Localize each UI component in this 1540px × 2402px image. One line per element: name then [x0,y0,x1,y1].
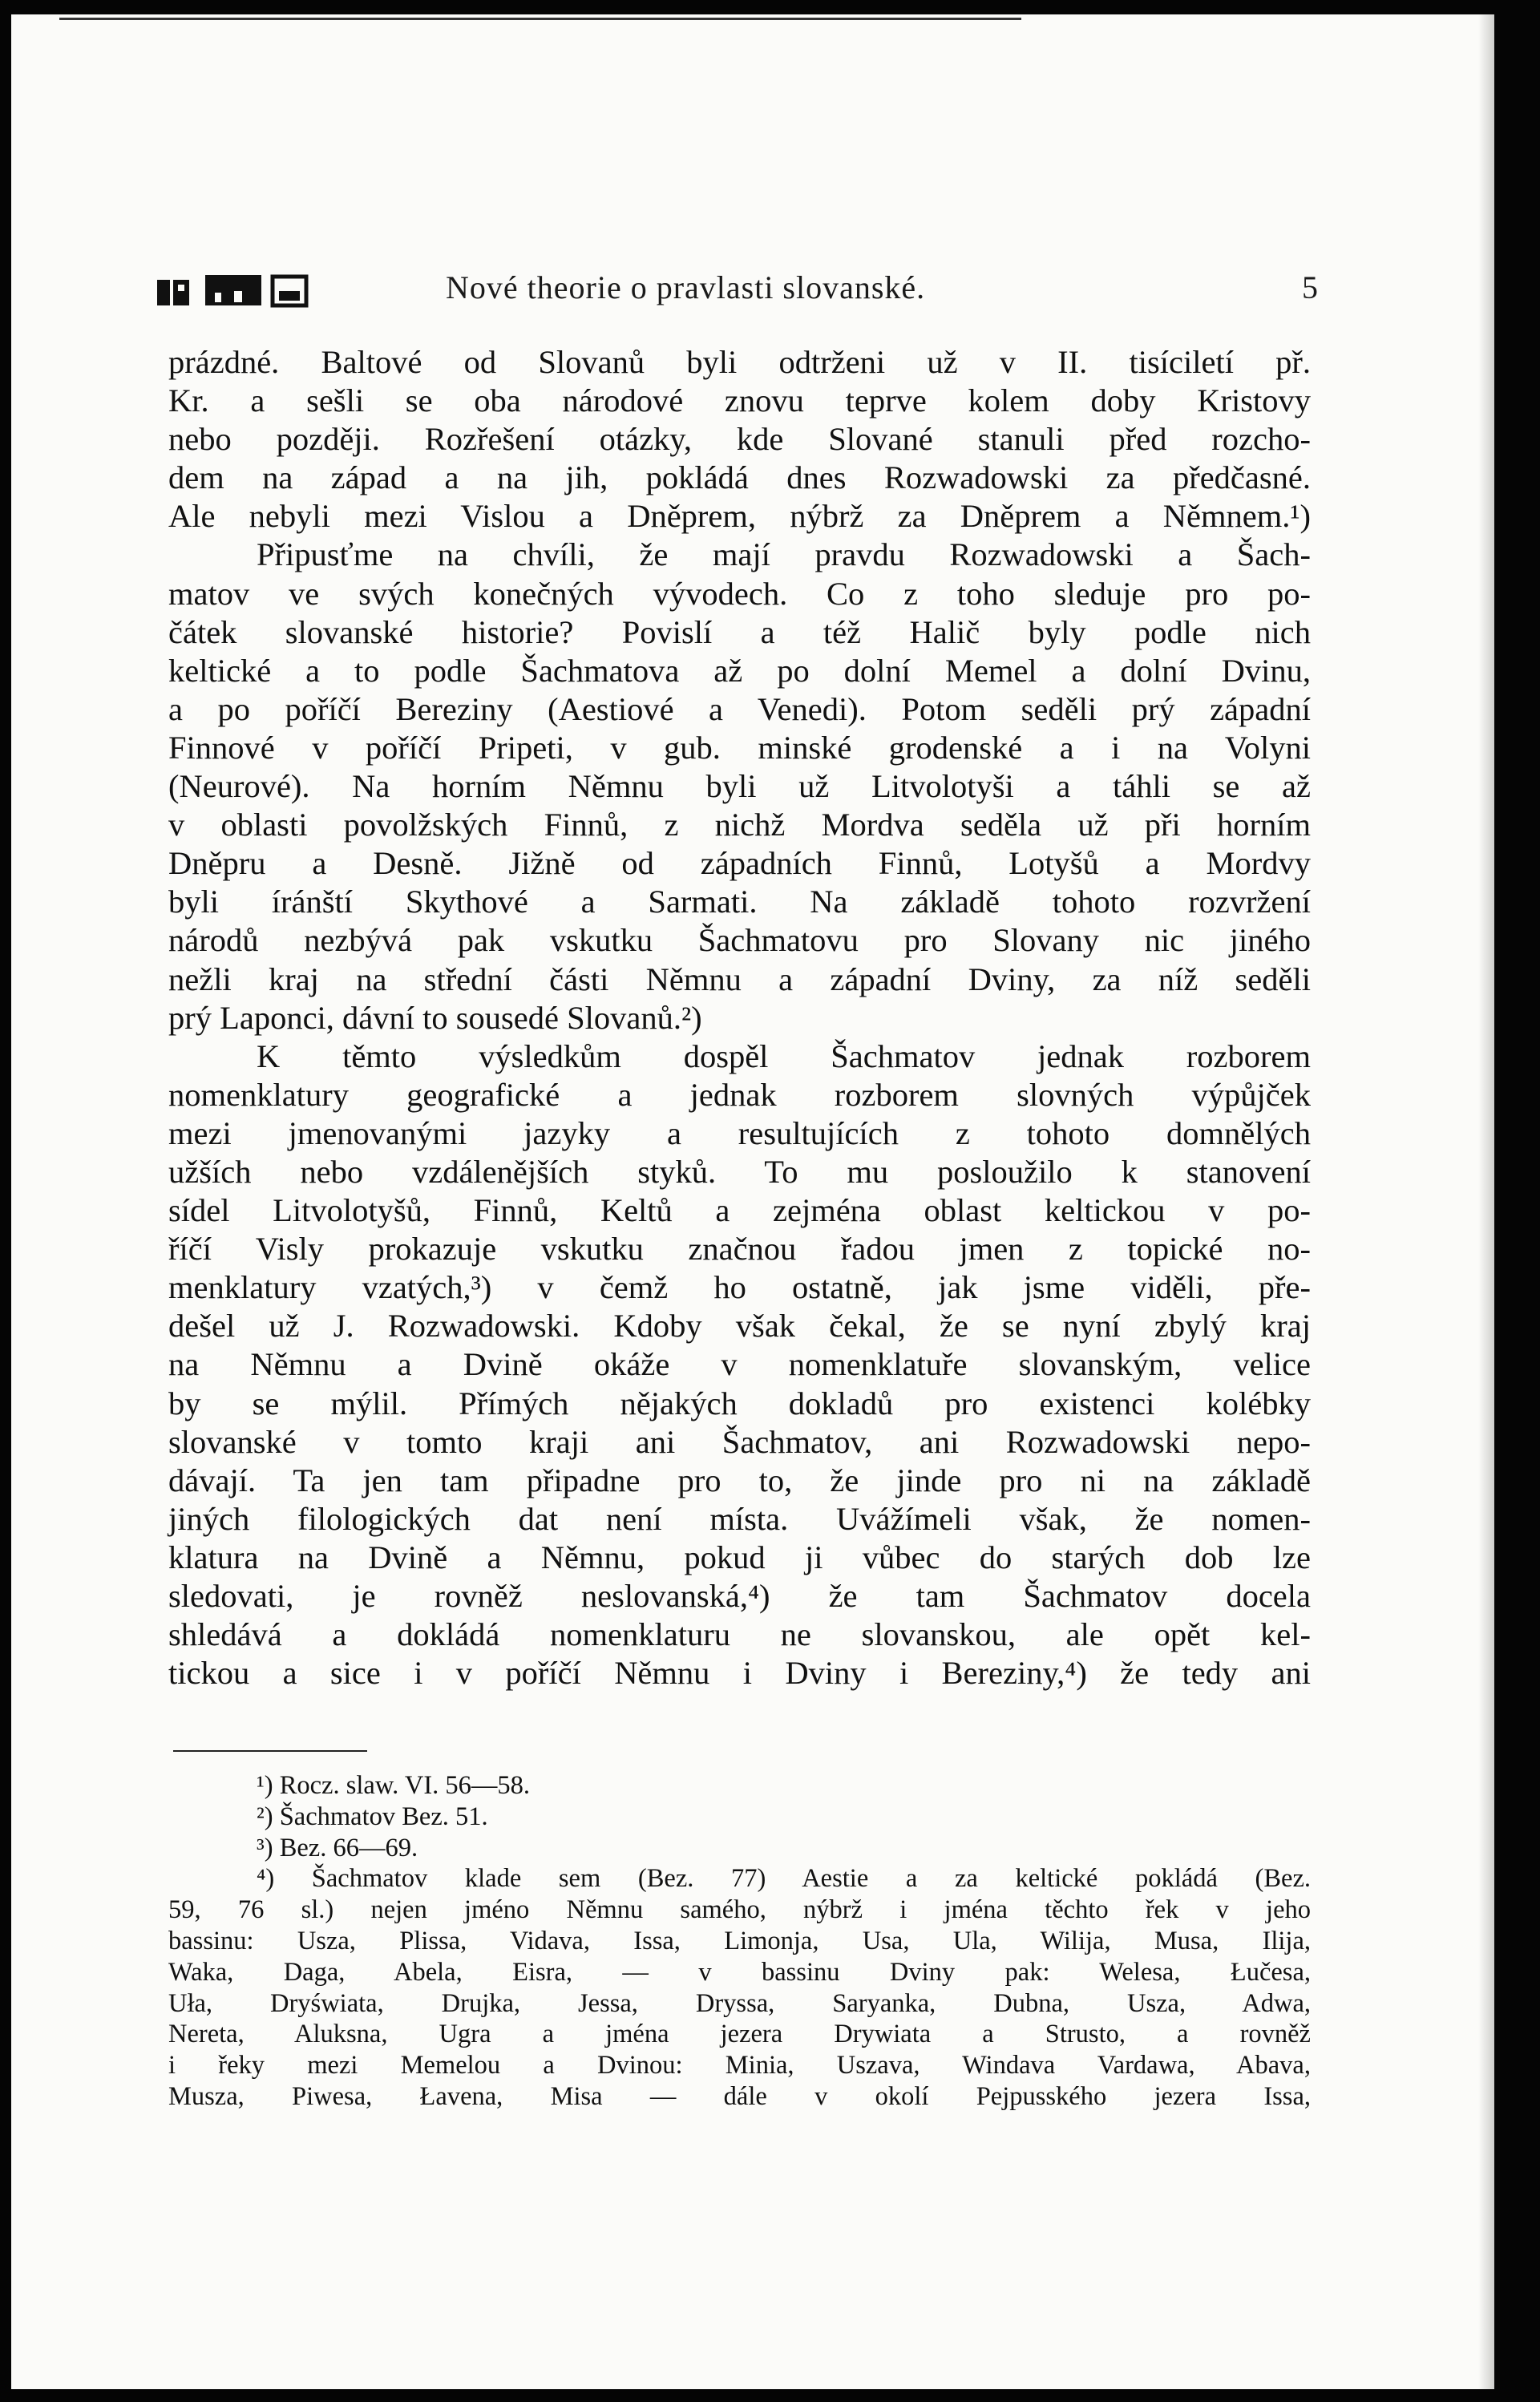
text-line: sídel Litvolotyšů, Finnů, Keltů a zejména oblast keltickou v po- [168,1192,1311,1229]
text-line: národů nezbývá pak vskutku Šachmatovu pro Slovany nic jiného [168,922,1311,959]
text-line: dešel už J. Rozwadowski. Kdoby však čekal, že se nyní zbylý kraj [168,1308,1311,1345]
text-line: K těmto výsledkům dospěl Šachmatov jednak rozborem [257,1037,1311,1074]
text-line: Kr. a sešli se oba národové znovu teprve kolem doby Kristovy [168,382,1311,419]
footnote-line: ²) Šachmatov Bez. 51. [257,1802,488,1831]
text-line: Finnové v poříčí Pripeti, v gub. minské grodenské a i na Volyni [168,729,1311,766]
text-line: menklatury vzatých,³) v čemž ho ostatně, jak jsme viděli, pře- [168,1269,1311,1306]
text-line: dávají. Ta jen tam připadne pro to, že jinde pro ni na základě [168,1462,1311,1498]
text-line: matov ve svých konečných vývodech. Co z toho sleduje pro po- [168,575,1311,612]
footnote-line: i řeky mezi Memelou a Dvinou: Minia, Uszava, Windava Vardawa, Abava, [168,2051,1311,2081]
footnote-line: Uła, Dryświata, Drujka, Jessa, Dryssa, Saryanka, Dubna, Usza, Adwa, [168,1988,1311,2018]
page-edge-shadow [1478,14,1494,2389]
footnote-line: bassinu: Usza, Plissa, Vidava, Issa, Limonja, Usa, Ula, Wilija, Musa, Ilija, [168,1926,1311,1955]
text-line: říčí Visly prokazuje vskutku značnou řadou jmen z topické no- [168,1231,1311,1268]
text-line: shledává a dokládá nomenklaturu ne slovanskou, ale opět kel- [168,1616,1311,1653]
scan-top-edge [59,18,1021,20]
text-line: tickou a sice i v poříčí Němnu i Dviny i Bereziny,⁴) že tedy ani [168,1655,1311,1692]
text-line: v oblasti povolžských Finnů, z nichž Mordva seděla už při horním [168,807,1311,843]
text-line: by se mýlil. Přímých nějakých dokladů pro existenci kolébky [168,1385,1311,1421]
footnote-line: ⁴) Šachmatov klade sem (Bez. 77) Aestie a za keltické pokládá (Bez. [257,1864,1311,1894]
text-line: (Neurové). Na horním Němnu byli už Litvolotyši a táhli se až [168,768,1311,805]
text-line: a po poříčí Bereziny (Aestiové a Venedi). Potom seděli prý západní [168,690,1311,727]
text-line: keltické a to podle Šachmatova až po dolní Memel a dolní Dvinu, [168,652,1311,689]
text-line: Ale nebyli mezi Vislou a Dněprem, nýbrž za Dněprem a Němnem.¹) [168,498,1311,535]
page-number: 5 [1302,269,1318,305]
body-text [168,343,1311,1692]
footnote-line: ¹) Rocz. slaw. VI. 56—58. [257,1771,531,1800]
footnote-line: ³) Bez. 66—69. [257,1833,418,1862]
text-line: sledovati, je rovněž neslovanská,⁴) že tam Šachmatov docela [168,1578,1311,1614]
footnote-line: 59, 76 sl.) nejen jméno Němnu samého, nýbrž i jména těchto řek v jeho [168,1895,1311,1925]
text-line: na Němnu a Dvině okáže v nomenklatuře slovanským, velice [168,1346,1311,1383]
text-line: nebo později. Rozřešení otázky, kde Slované stanuli před rozcho- [168,421,1311,458]
text-line: slovanské v tomto kraji ani Šachmatov, ani Rozwadowski nepo- [168,1423,1311,1460]
footnote-separator [173,1750,367,1752]
library-stamp-icon [157,273,317,309]
text-line: nomenklatury geografické a jednak rozborem slovných výpůjček [168,1076,1311,1113]
text-line: byli íránští Skythové a Sarmati. Na základě tohoto rozvržení [168,884,1311,920]
text-line: prázdné. Baltové od Slovanů byli odtrženi už v II. tisíciletí př. [168,344,1311,380]
footnote-line: Waka, Daga, Abela, Eisra, — v bassinu Dviny pak: Welesa, Łučesa, [168,1957,1311,1987]
text-line: Připusťme na chvíli, že mají pravdu Rozwadowski a Šach- [257,536,1311,573]
text-line: jiných filologických dat není místa. Uvážímeli však, že nomen- [168,1500,1311,1537]
text-line: klatura na Dvině a Němnu, pokud ji vůbec do starých dob lze [168,1539,1311,1575]
text-line: nežli kraj na střední části Němnu a západní Dviny, za níž seděli [168,960,1311,997]
footnotes [168,1770,1311,2113]
text-line: dem na západ a na jih, pokládá dnes Rozwadowski za předčasné. [168,459,1311,496]
text-line: čátek slovanské historie? Povislí a též Halič byly podle nich [168,613,1311,650]
footnote-line: Nereta, Aluksna, Ugra a jména jezera Drywiata a Strusto, a rovněž [168,2020,1311,2049]
text-line: prý Laponci, dávní to sousedé Slovanů.²) [168,999,702,1036]
running-title: Nové theorie o pravlasti slovanské. [446,269,926,305]
page-header [157,269,1318,317]
text-line: Dněpru a Desně. Jižně od západních Finnů, Lotyšů a Mordvy [168,845,1311,882]
footnote-line: Musza, Piwesa, Łavena, Misa — dále v okolí Pejpusského jezera Issa, [168,2081,1311,2111]
text-line: užších nebo vzdálenějších styků. To mu posloužilo k stanovení [168,1153,1311,1190]
text-line: mezi jmenovanými jazyky a resultujících z tohoto domnělých [168,1114,1311,1151]
